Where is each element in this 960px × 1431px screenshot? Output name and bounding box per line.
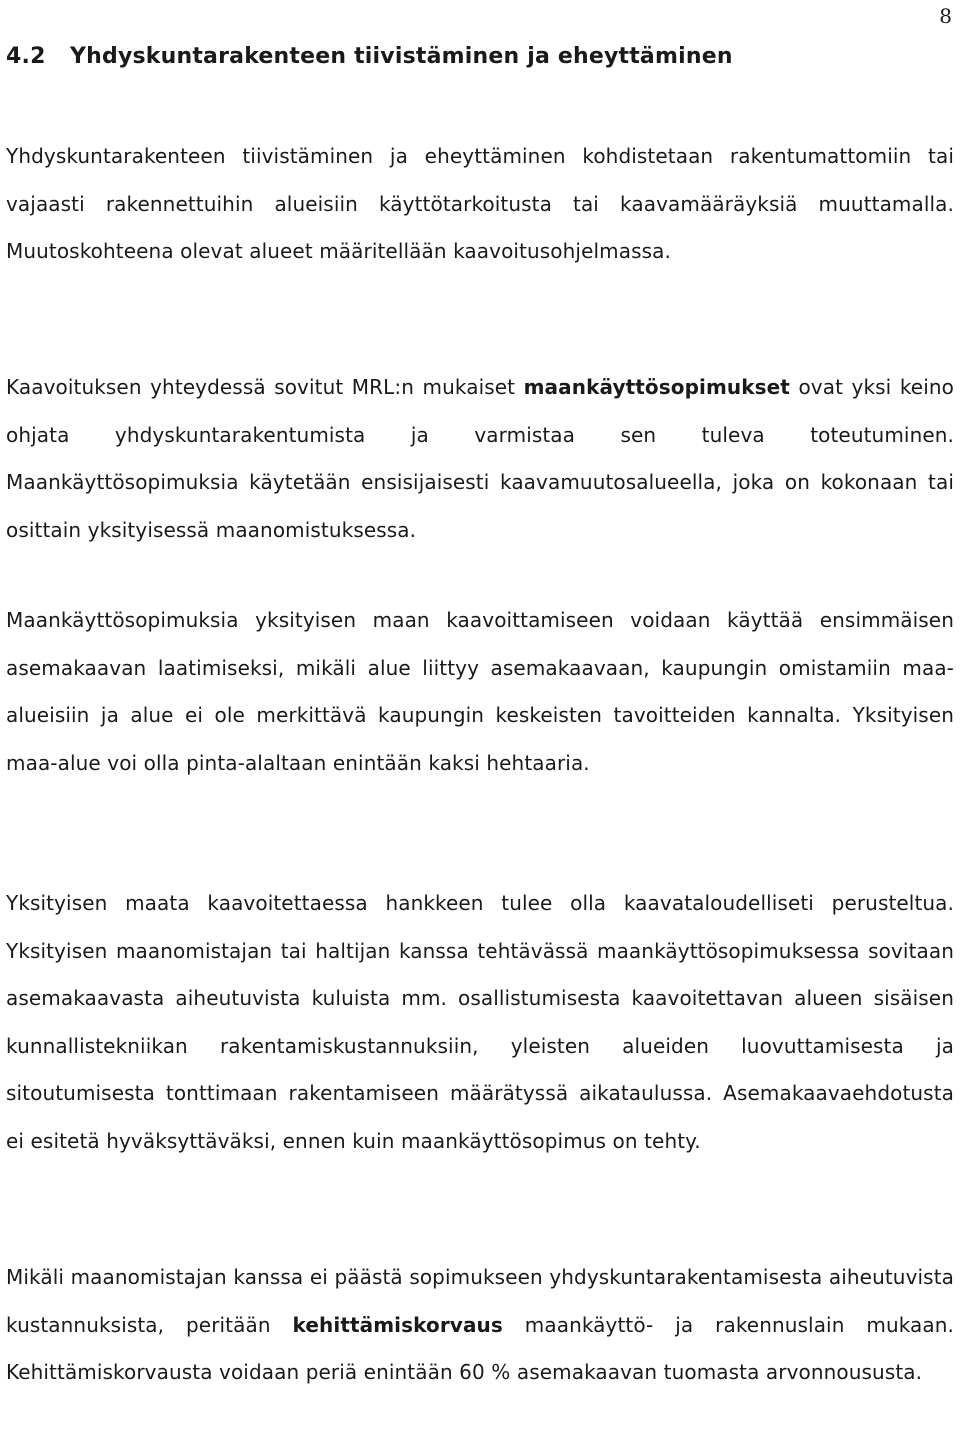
paragraph-5-text-start: Mikäli maanomistajan kanssa ei päästä sopimukseen yhdyskuntarakentamisesta aiheutuvista kustannuksista, peritään bbox=[6, 1265, 954, 1337]
page-number: 8 bbox=[939, 4, 952, 28]
paragraph-5 bbox=[6, 1254, 954, 1397]
paragraph-4: Yksityisen maata kaavoitettaessa hankkeen tulee olla kaavataloudelliseti perusteltua. Yksityisen maanomistajan tai haltijan kanssa tehtävässä maankäyttösopimuksessa sovitaan asemakaavasta aiheutuvista kuluista mm. osallistumisesta kaavoitettavan alueen sisäisen kunnallistekniikan rakentamiskustannuksiin, yleisten alueiden luovuttamisesta ja sitoutumisesta tonttimaan rakentamiseen määrätyssä aikataulussa. Asemakaavaehdotusta ei esitetä hyväksyttäväksi, ennen kuin maankäyttösopimus on tehty. bbox=[6, 891, 954, 1153]
section-number: 4.2 bbox=[6, 44, 46, 69]
paragraph-1: Yhdyskuntarakenteen tiivistäminen ja eheyttäminen kohdistetaan rakentumattomiin tai vajaasti rakennettuihin alueisiin käyttötarkoitusta tai kaavamääräyksiä muuttamalla. Muutoskohteena olevat alueet määritellään kaavoitusohjelmassa. bbox=[6, 144, 954, 263]
section-heading bbox=[6, 44, 733, 69]
term-kehittamiskorvaus: kehittämiskorvaus bbox=[292, 1312, 503, 1337]
paragraph-2 bbox=[6, 364, 954, 554]
paragraph-5-text-end: maankäyttö- ja rakennuslain mukaan. Kehittämiskorvausta voidaan periä enintään 60 % asemakaavan tuomasta arvonnoususta. bbox=[6, 1312, 954, 1384]
section-title: Yhdyskuntarakenteen tiivistäminen ja eheyttäminen bbox=[70, 44, 733, 69]
paragraph-3: Maankäyttösopimuksia yksityisen maan kaavoittamiseen voidaan käyttää ensimmäisen asemakaavan laatimiseksi, mikäli alue liittyy asemakaavaan, kaupungin omistamiin maa-alueisiin ja alue ei ole merkittävä kaupungin keskeisten tavoitteiden kannalta. Yksityisen maa-alue voi olla pinta-alaltaan enintään kaksi hehtaaria. bbox=[6, 608, 954, 775]
paragraph-2-text-start: Kaavoituksen yhteydessä sovitut MRL:n mukaiset bbox=[6, 375, 524, 399]
paragraph-2-text-end: ovat yksi keino ohjata yhdyskuntarakentumista ja varmistaa sen tuleva toteutuminen. Maankäyttösopimuksia käytetään ensisijaisesti kaavamuutosalueella, joka on kokonaan tai osittain yksityisessä maanomistuksessa. bbox=[6, 375, 954, 542]
term-maankayttosopimukset: maankäyttösopimukset bbox=[523, 375, 790, 399]
